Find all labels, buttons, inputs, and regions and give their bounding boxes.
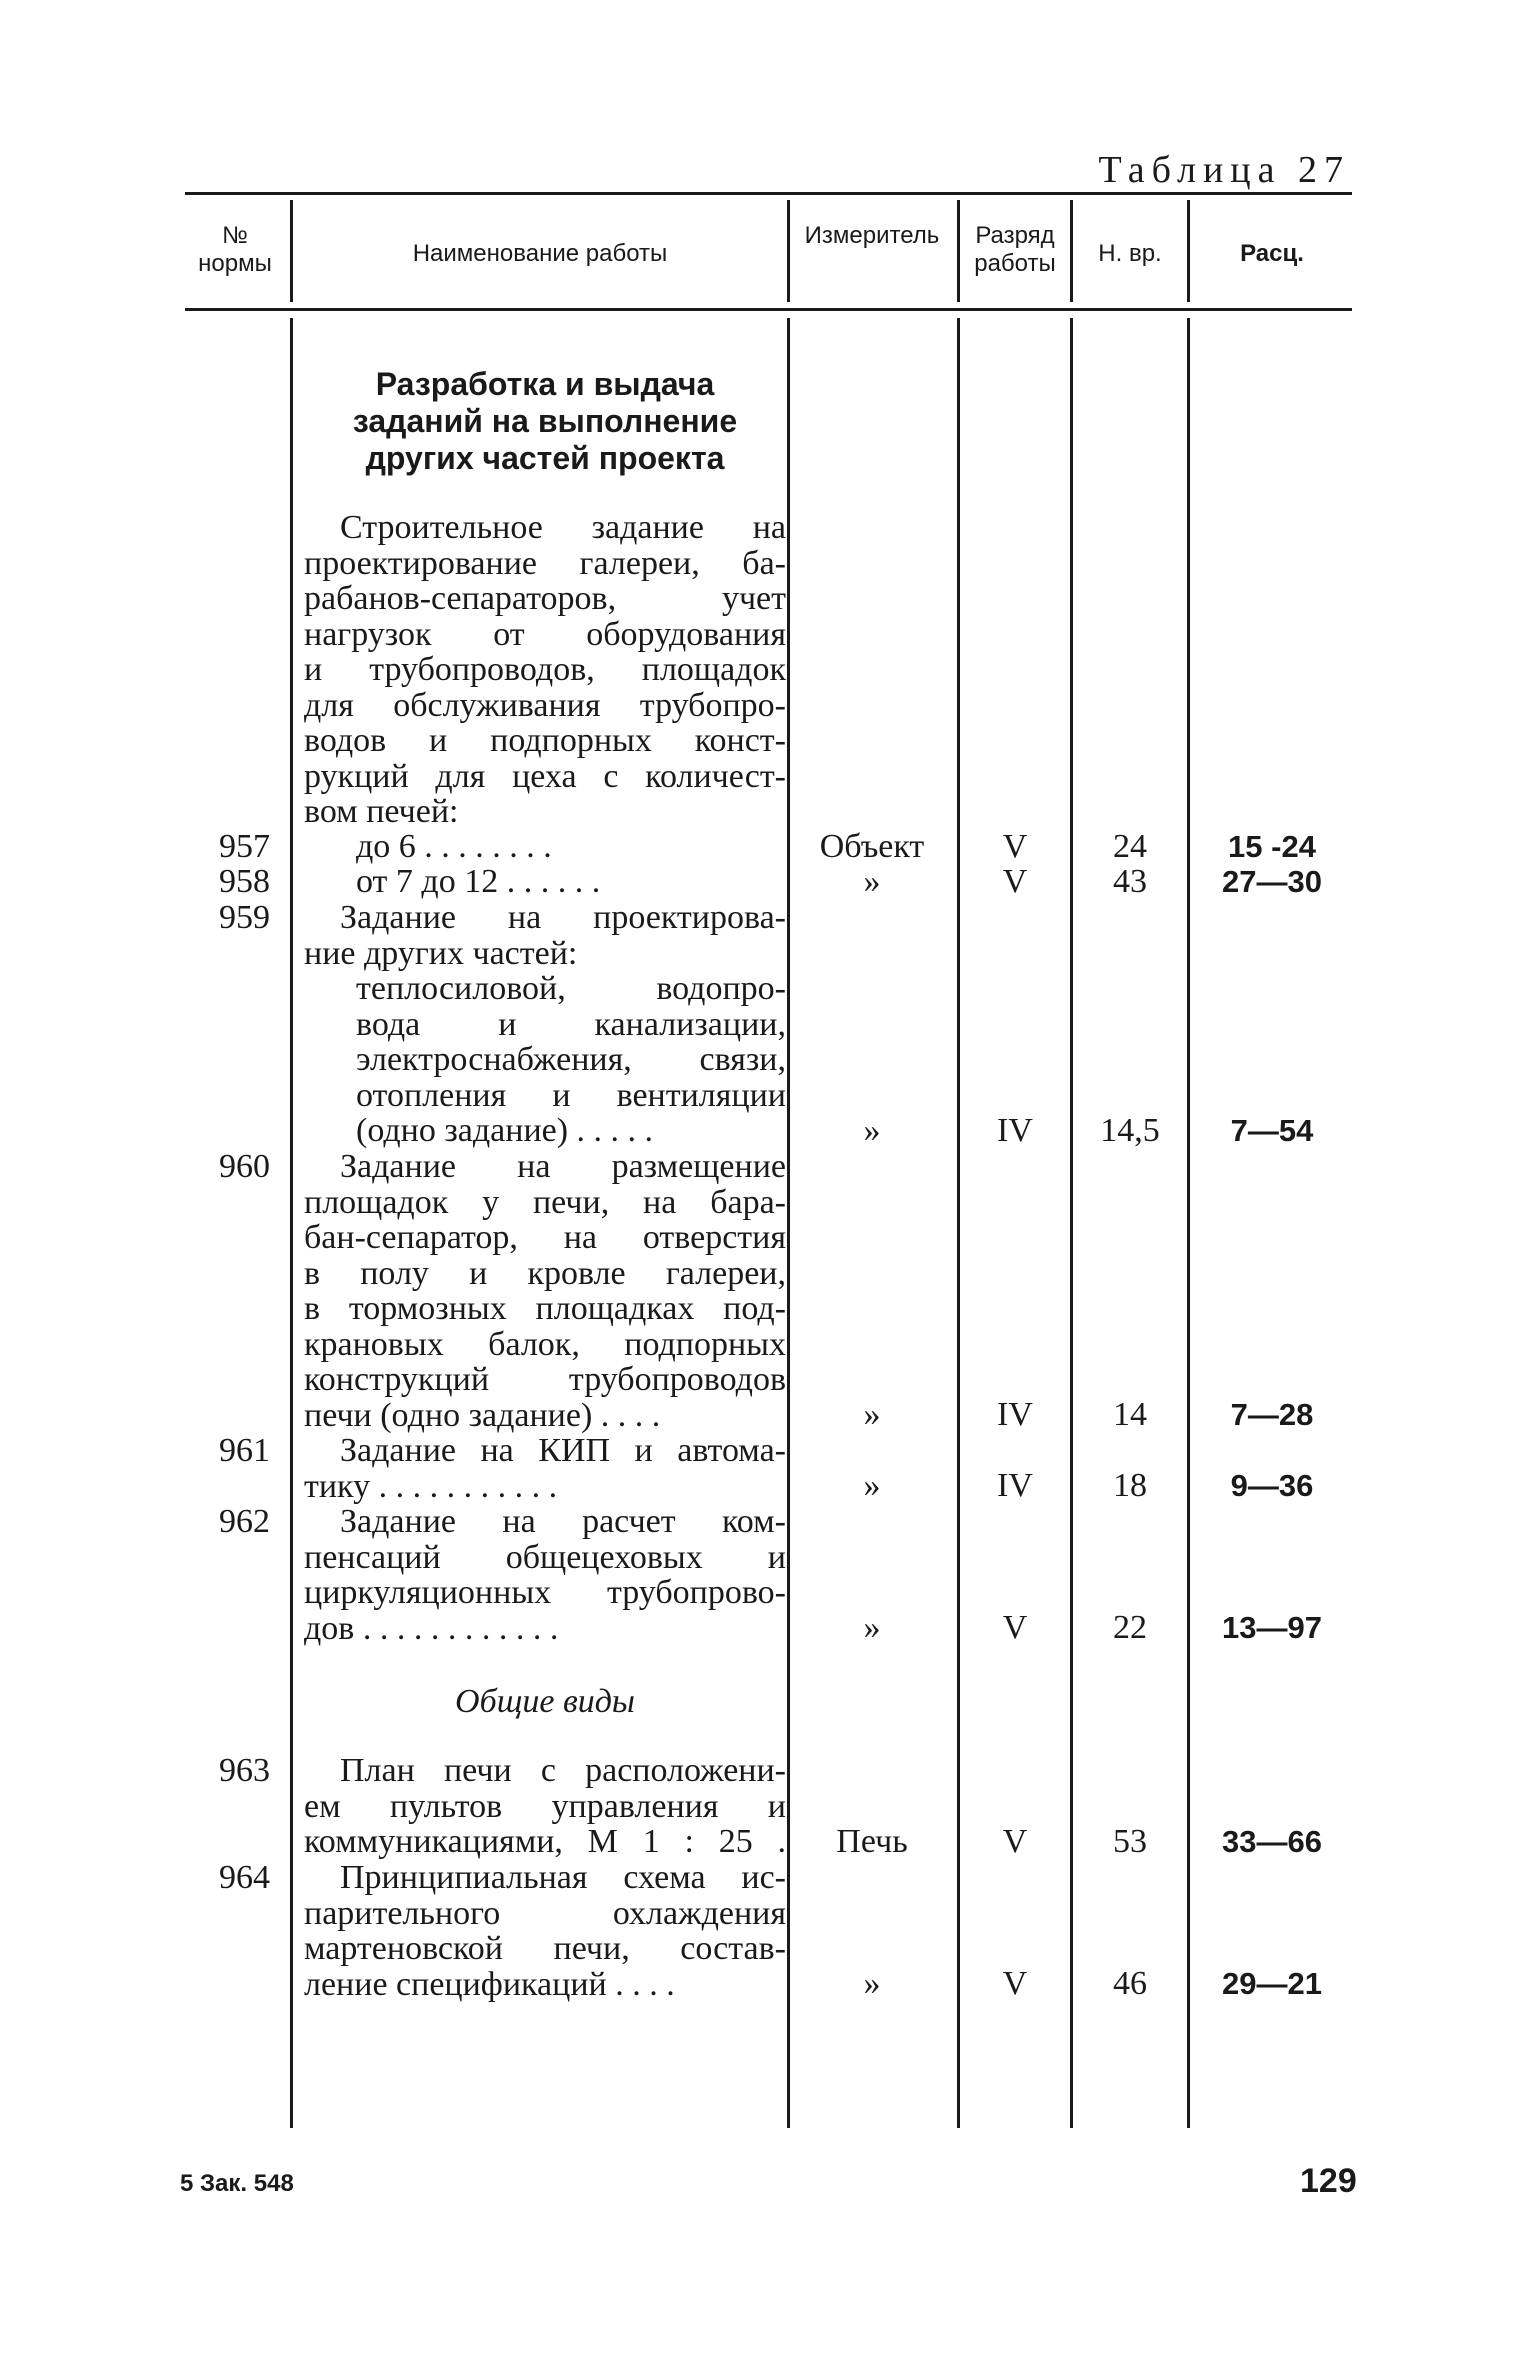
time-cell: 22 bbox=[1113, 1609, 1147, 1646]
grade-cell: V bbox=[1002, 1823, 1028, 1860]
norm-number: 963 bbox=[219, 1752, 270, 1789]
column-divider bbox=[290, 318, 293, 2128]
header-divider bbox=[787, 200, 790, 302]
measure-cell: » bbox=[863, 1609, 881, 1646]
column-divider bbox=[1187, 318, 1190, 2128]
grade-cell: V bbox=[1002, 863, 1028, 900]
time-cell: 46 bbox=[1113, 1965, 1147, 2002]
time-cell: 24 bbox=[1113, 828, 1147, 865]
header-work-name: Наименование работы bbox=[412, 240, 668, 267]
header-measure: Измеритель bbox=[804, 222, 940, 249]
grade-cell: V bbox=[1002, 1965, 1028, 2002]
header-top-rule bbox=[185, 192, 1352, 195]
rate-cell: 7—54 bbox=[1230, 1113, 1314, 1148]
norm-number: 960 bbox=[219, 1148, 270, 1185]
norm-number: 961 bbox=[219, 1432, 270, 1469]
grade-cell: IV bbox=[997, 1112, 1033, 1149]
header-norm-no: № нормы bbox=[198, 222, 272, 277]
rate-cell: 7—28 bbox=[1230, 1397, 1314, 1432]
section-title-general-views: Общие виды bbox=[455, 1683, 635, 1720]
work-name: Задание на КИП и автома- тику . . . . . . . . . . . bbox=[304, 1432, 786, 1505]
measure-cell: » bbox=[863, 1396, 881, 1433]
time-cell: 14 bbox=[1113, 1396, 1147, 1433]
time-cell: 43 bbox=[1113, 863, 1147, 900]
work-name: Задание на размещение площадок у печи, на бара- бан-сепаратор, на отверстия в полу и кровле галереи, в тормозных площадках под- крановых балок, подпорных конструкций трубопроводов печи (одно задание) . . . . bbox=[304, 1148, 786, 1434]
header-grade: Разряд работы bbox=[974, 222, 1056, 277]
work-description: Строительное задание на проектирование галереи, ба- рабанов-сепараторов, учет нагрузок от оборудования и трубопроводов, площадок для обслуживания трубопро- водов и подпорных конст- рукций для цеха с количест- вом печей: bbox=[304, 509, 786, 830]
work-name: План печи с расположени- ем пультов управления и коммуникациями, М 1 : 25 . bbox=[304, 1752, 786, 1860]
rate-cell: 33—66 bbox=[1222, 1824, 1322, 1859]
header-rate: Расц. bbox=[1240, 240, 1304, 267]
header-bottom-rule bbox=[185, 308, 1352, 311]
grade-cell: V bbox=[1002, 828, 1028, 865]
grade-cell: V bbox=[1002, 1609, 1028, 1646]
measure-cell: » bbox=[863, 1965, 881, 2002]
time-cell: 53 bbox=[1113, 1823, 1147, 1860]
measure-cell: Объект bbox=[819, 828, 925, 865]
section-title: Разработка и выдача заданий на выполнение других частей проекта bbox=[352, 366, 738, 476]
column-divider bbox=[787, 318, 790, 2128]
page-number: 129 bbox=[1300, 2162, 1357, 2200]
work-name: Задание на расчет ком- пенсаций общецеховых и циркуляционных трубопрово- дов . . . . . . . . . . . . bbox=[304, 1503, 786, 1647]
measure-cell: » bbox=[863, 863, 881, 900]
norm-number: 964 bbox=[219, 1859, 270, 1896]
norm-number: 962 bbox=[219, 1503, 270, 1540]
work-name: Задание на проектирова- ние других частей: теплосиловой, водопро- вода и канализации, электроснабжения, связи, отопления и вентиляции (одно задание) . . . . . bbox=[304, 899, 786, 1149]
work-name: Принципиальная схема ис- парительного охлаждения мартеновской печи, состав- ление спецификаций . . . . bbox=[304, 1859, 786, 2003]
rate-cell: 27—30 bbox=[1222, 864, 1322, 899]
norm-number: 959 bbox=[219, 899, 270, 936]
measure-cell: » bbox=[863, 1112, 881, 1149]
header-divider bbox=[1187, 200, 1190, 302]
rate-cell: 15 -24 bbox=[1228, 829, 1316, 864]
norm-number: 958 bbox=[219, 863, 270, 900]
time-cell: 14,5 bbox=[1100, 1112, 1160, 1149]
norm-number: 957 bbox=[219, 828, 270, 865]
column-divider bbox=[1070, 318, 1073, 2128]
grade-cell: IV bbox=[997, 1467, 1033, 1504]
work-name: от 7 до 12 . . . . . . bbox=[356, 863, 601, 900]
work-name: до 6 . . . . . . . . bbox=[356, 828, 552, 865]
measure-cell: Печь bbox=[836, 1823, 908, 1860]
grade-cell: IV bbox=[997, 1396, 1033, 1433]
time-cell: 18 bbox=[1113, 1467, 1147, 1504]
measure-cell: » bbox=[863, 1467, 881, 1504]
rate-cell: 9—36 bbox=[1230, 1468, 1314, 1503]
table-caption: Таблица 27 bbox=[1098, 149, 1350, 191]
rate-cell: 13—97 bbox=[1222, 1610, 1322, 1645]
print-order-note: 5 Зак. 548 bbox=[180, 2170, 294, 2197]
header-divider bbox=[1070, 200, 1073, 302]
header-time: Н. вр. bbox=[1098, 240, 1162, 267]
rate-cell: 29—21 bbox=[1222, 1966, 1322, 2001]
header-divider bbox=[290, 200, 293, 302]
